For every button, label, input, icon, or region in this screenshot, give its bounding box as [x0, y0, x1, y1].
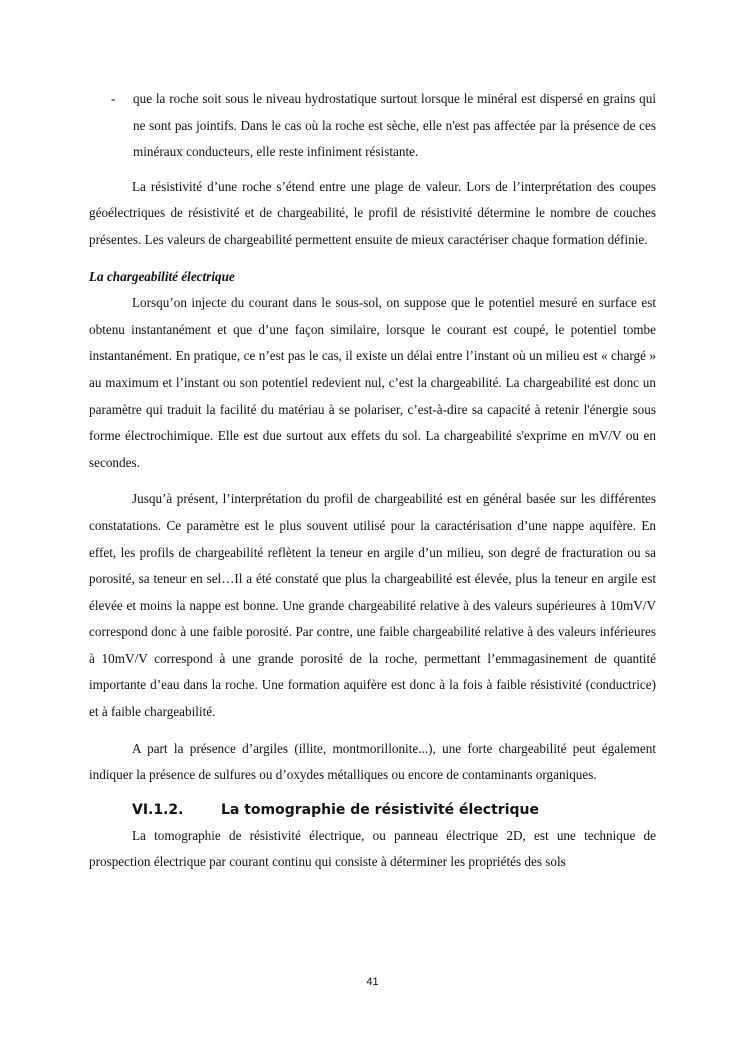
page-content: [89, 86, 656, 876]
bullet-text: que la roche soit sous le niveau hydrostatique surtout lorsque le minéral est dispersé en grains qui ne sont pas jointifs. Dans le cas où la roche est sèche, elle n'est pas affectée par la présence de ces minéraux conducteurs, elle reste infiniment résistante.: [133, 91, 656, 160]
paragraph-chargeabilite-definition: Lorsqu’on injecte du courant dans le sous-sol, on suppose que le potentiel mesuré en surface est obtenu instantanément et que d’une façon similaire, lorsque le courant est coupé, le potentiel tombe instantanément. En pratique, ce n’est pas le cas, il existe un délai entre l’instant où un milieu est « chargé » au maximum et l’instant ou son potentiel redevient nul, c’est la chargeabilité. La chargeabilité est donc un paramètre qui traduit la facilité du matériau à se polariser, c’est-à-dire sa capacité à retenir l'énergie sous forme électrochimique. Elle est due surtout aux effets du sol. La chargeabilité s'exprime en mV/V ou en secondes.: [89, 295, 656, 470]
paragraph-chargeabilite-argiles: A part la présence d’argiles (illite, montmorillonite...), une forte chargeabilité peut également indiquer la présence de sulfures ou d’oxydes métalliques ou encore de contaminants organiques.: [89, 740, 656, 783]
subheading-chargeabilite: La chargeabilité électrique: [89, 268, 235, 284]
paragraph-tomographie: La tomographie de résistivité électrique, ou panneau électrique 2D, est une technique de prospection électrique par courant continu qui consiste à déterminer les propriétés des sols: [89, 827, 656, 870]
paragraph-resistivite: La résistivité d’une roche s’étend entre une plage de valeur. Lors de l’interprétation des coupes géoélectriques de résistivité et de chargeabilité, le profil de résistivité détermine le nombre de couches présentes. Les valeurs de chargeabilité permettent ensuite de mieux caractériser chaque formation définie.: [89, 178, 656, 247]
section-number: VI.1.2.: [132, 801, 184, 818]
bullet-marker: -: [111, 91, 116, 106]
paragraph-chargeabilite-interpretation: Jusqu’à présent, l’interprétation du profil de chargeabilité est en général basée sur les différentes constatations. Ce paramètre est le plus souvent utilisé pour la caractérisation d’une nappe aquifère. En effet, les profils de chargeabilité reflètent la teneur en argile d’un milieu, son degré de fracturation ou sa porosité, sa teneur en sel…Il a été constaté que plus la chargeabilité est élevée, plus la teneur en argile est élevée et moins la nappe est bonne. Une grande chargeabilité relative à des valeurs supérieures à 10mV/V correspond donc à une faible porosité. Par contre, une faible chargeabilité relative à des valeurs inférieures à 10mV/V correspond à une grande porosité de la roche, permettant l’emmagasinement de quantité importante d’eau dans la roche. Une formation aquifère est donc à la fois à faible résistivité (conductrice) et à faible chargeabilité.: [89, 491, 656, 720]
section-heading: [89, 797, 656, 823]
section-title: La tomographie de résistivité électrique: [221, 801, 539, 818]
bullet-item: [89, 86, 656, 166]
page-number: 41: [366, 976, 379, 988]
